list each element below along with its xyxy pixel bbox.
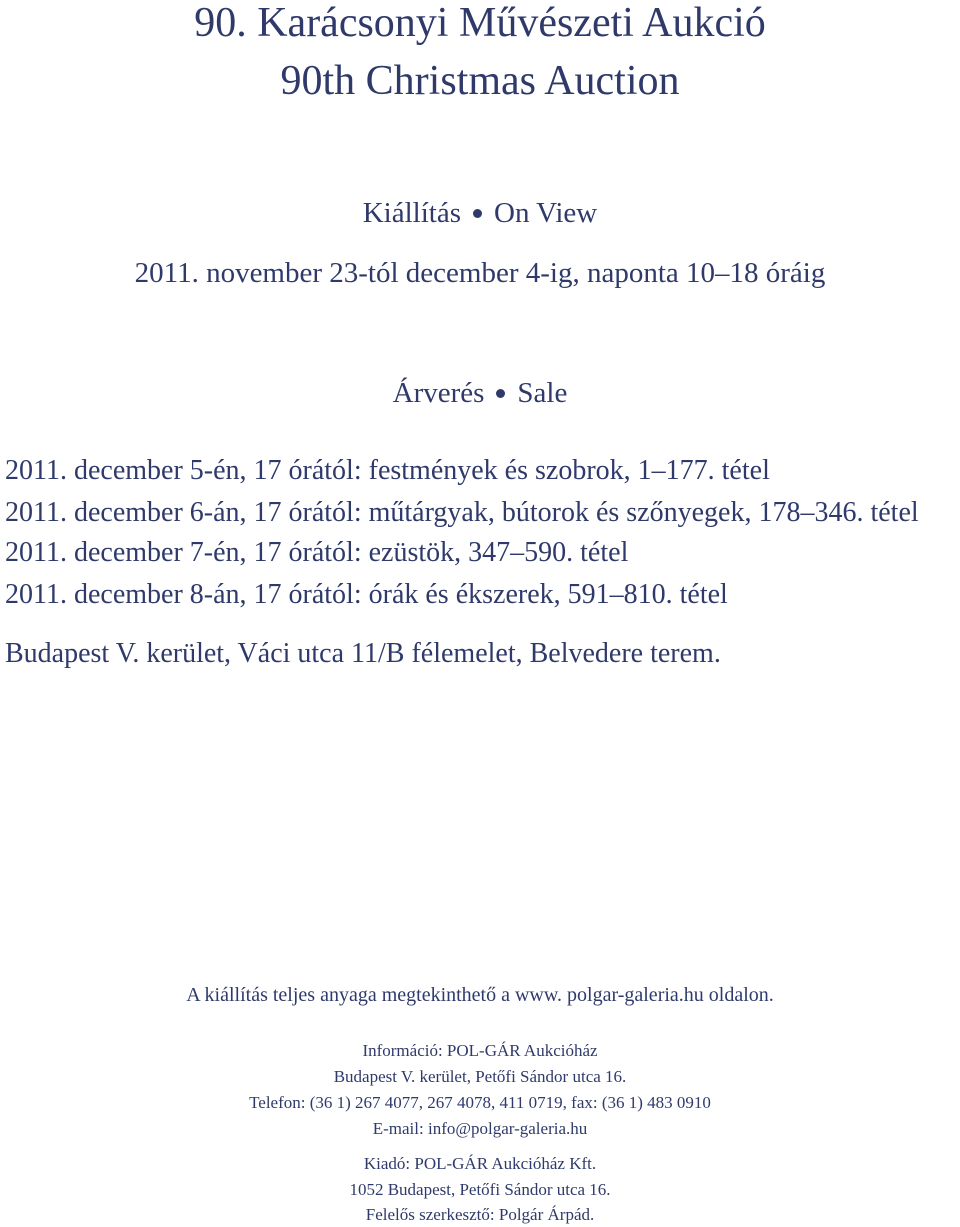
exhibition-heading-en: On View	[494, 197, 598, 229]
sale-heading	[0, 379, 960, 408]
info-line: Budapest V. kerület, Petőfi Sándor utca 16.	[333, 1067, 627, 1086]
publisher-line: 1052 Budapest, Petőfi Sándor utca 16.	[349, 1180, 611, 1199]
exhibition-heading	[0, 199, 960, 228]
publisher-line: Felelős szerkesztő: Polgár Árpád.	[365, 1205, 595, 1224]
publisher-line: Kiadó: POL-GÁR Aukcióház Kft.	[363, 1154, 597, 1173]
sale-session: 2011. december 8-án, 17 órától: órák és ékszerek, 591–810. tétel	[5, 579, 728, 610]
sale-heading-hu: Árverés	[392, 377, 485, 409]
sale-heading-en: Sale	[517, 377, 568, 409]
info-line: Információ: POL-GÁR Aukcióház	[362, 1041, 598, 1060]
sale-session: 2011. december 6-án, 17 órától: műtárgyak, bútorok és szőnyegek, 178–346. tétel	[5, 497, 919, 528]
sale-location: Budapest V. kerület, Váci utca 11/B félemelet, Belvedere terem.	[5, 638, 721, 669]
title-english: 90th Christmas Auction	[280, 58, 680, 104]
info-line: Telefon: (36 1) 267 4077, 267 4078, 411 0719, fax: (36 1) 483 0910	[249, 1093, 711, 1112]
exhibition-heading-hu: Kiállítás	[362, 197, 461, 229]
website-note: A kiállítás teljes anyaga megtekinthető a www. polgar-galeria.hu oldalon.	[186, 984, 774, 1006]
info-email: E-mail: info@polgar-galeria.hu	[372, 1119, 588, 1138]
sale-session: 2011. december 5-én, 17 órától: festmények és szobrok, 1–177. tétel	[5, 455, 770, 486]
exhibition-dates: 2011. november 23-tól december 4-ig, naponta 10–18 óráig	[134, 257, 826, 289]
bullet-icon	[473, 209, 482, 218]
bullet-icon	[496, 389, 505, 398]
title-hungarian: 90. Karácsonyi Művészeti Aukció	[194, 0, 766, 46]
sale-session: 2011. december 7-én, 17 órától: ezüstök, 347–590. tétel	[5, 537, 629, 568]
